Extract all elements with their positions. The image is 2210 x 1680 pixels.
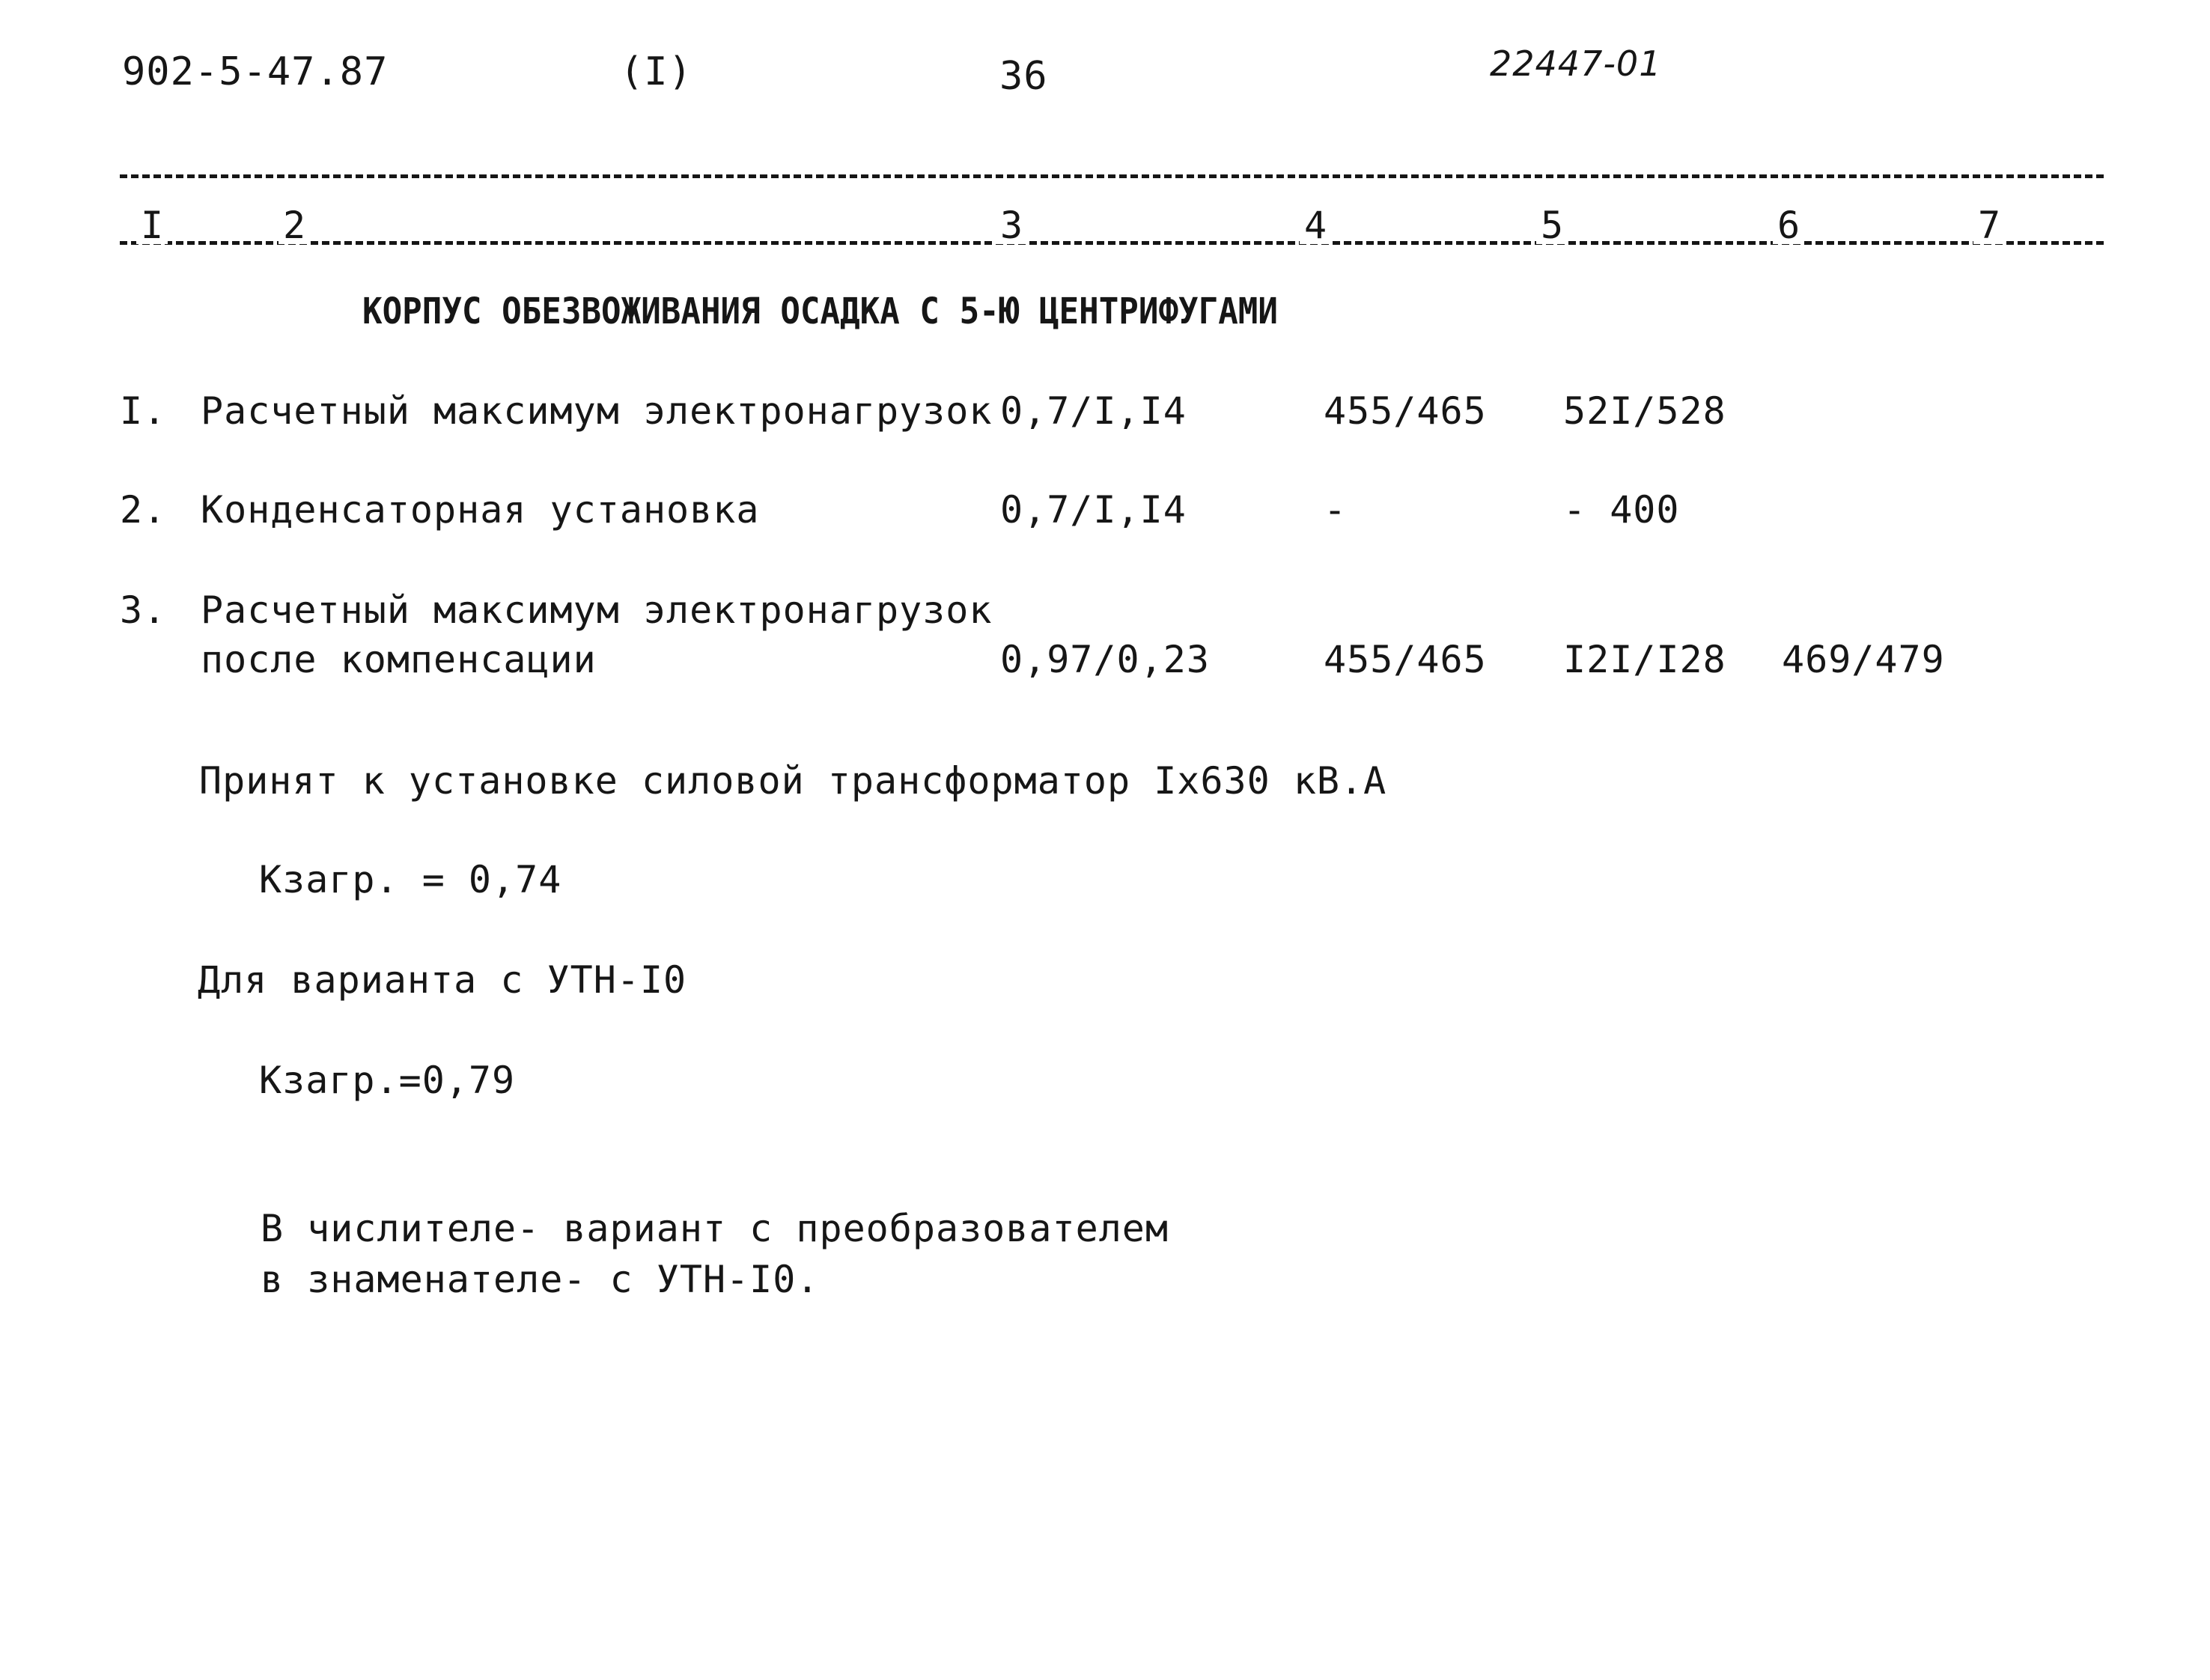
row-col5-value: I2I/I28: [1563, 638, 1726, 681]
column-number-2: 2: [278, 207, 310, 244]
row-col5-value: 52I/528: [1563, 389, 1726, 433]
footnote-line-2: в знаменателе- с УТН-I0.: [261, 1258, 820, 1301]
load-factor-1: Кзагр. = 0,74: [259, 858, 562, 901]
row-col3-value: 0,7/I,I4: [1000, 389, 1187, 433]
table-top-rule: [120, 174, 2104, 178]
column-number-7: 7: [1973, 207, 2005, 244]
column-number-4: 4: [1300, 207, 1331, 244]
footnote-line-1: В числителе- вариант с преобразователем: [261, 1207, 1169, 1250]
row-name: Расчетный максимум электронагрузок: [201, 389, 993, 433]
row-number: 3.: [120, 588, 167, 632]
row-col3-value: 0,97/0,23: [1000, 638, 1210, 681]
row-col4-value: 455/465: [1324, 638, 1487, 681]
variant-note: Для варианта с УТН-I0: [198, 958, 687, 1002]
load-factor-2: Кзагр.=0,79: [259, 1059, 516, 1102]
table-header-rule: [120, 241, 2104, 245]
row-name-line-2: после компенсации: [201, 638, 597, 681]
row-name-line-1: Расчетный максимум электронагрузок: [201, 588, 993, 632]
row-name: Конденсаторная установка: [201, 488, 760, 532]
part-number: (I): [620, 49, 692, 94]
column-number-3: 3: [996, 207, 1027, 244]
row-number: 2.: [120, 488, 167, 532]
column-number-6: 6: [1773, 207, 1804, 244]
transformer-note: Принят к установке силовой трансформатор Iх630 кВ.А: [199, 759, 1387, 803]
row-number: I.: [120, 389, 167, 433]
page-number: 36: [999, 54, 1048, 99]
column-number-1: I: [136, 207, 168, 244]
row-col4-value: 455/465: [1324, 389, 1487, 433]
section-title: КОРПУС ОБЕЗВОЖИВАНИЯ ОСАДКА С 5-Ю ЦЕНТРИФУГАМИ: [362, 290, 1278, 332]
column-number-5: 5: [1536, 207, 1568, 244]
row-col6-value: 469/479: [1782, 638, 1945, 681]
row-col3-value: 0,7/I,I4: [1000, 488, 1187, 532]
inventory-number: 22447-01: [1490, 43, 1662, 84]
doc-code: 902-5-47.87: [122, 49, 389, 94]
row-col5-value: - 400: [1563, 488, 1680, 532]
row-col4-value: -: [1324, 488, 1348, 532]
